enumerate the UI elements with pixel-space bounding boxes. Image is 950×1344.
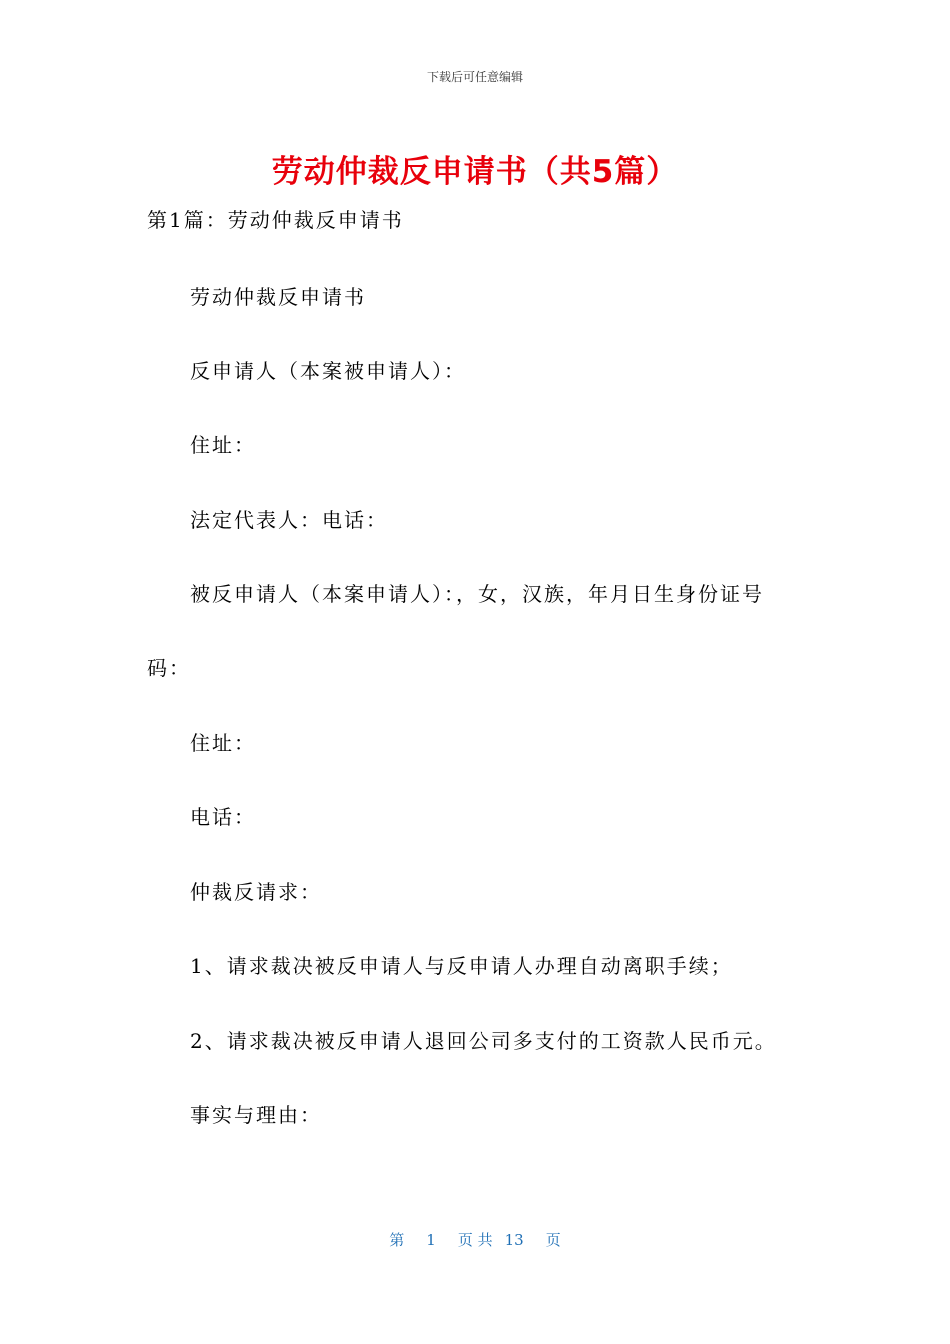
paragraph-line: 仲裁反请求： [190,880,322,904]
section-heading: 第1篇：劳动仲裁反申请书 [147,208,404,232]
paragraph-line: 住址： [190,731,256,755]
paragraph-line: 事实与理由： [190,1103,322,1127]
paragraph-line: 法定代表人：电话： [190,508,388,532]
page-footer [0,1229,950,1250]
paragraph-line: 1、请求裁决被反申请人与反申请人办理自动离职手续； [190,954,733,978]
paragraph-line: 反申请人（本案被申请人）： [190,359,466,383]
paragraph-line: 劳动仲裁反申请书 [190,285,366,309]
paragraph-line: 2、请求裁决被反申请人退回公司多支付的工资款人民币元。 [190,1029,777,1053]
footer-page-number: 1 [426,1231,436,1249]
footer-total-pages: 13 [504,1231,524,1249]
header-note: 下载后可任意编辑 [426,70,523,84]
footer-label-page: 第 [389,1231,405,1249]
paragraph-line-continued: 码： [147,656,191,680]
paragraph-line: 住址： [190,433,256,457]
paragraph-line: 被反申请人（本案申请人）：，女，汉族，年月日生身份证号 [190,582,764,606]
paragraph-line: 电话： [190,805,256,829]
footer-label-end: 页 [545,1231,561,1249]
document-title: 劳动仲裁反申请书（共5篇） [271,154,679,190]
footer-label-of: 页 共 [457,1231,493,1249]
